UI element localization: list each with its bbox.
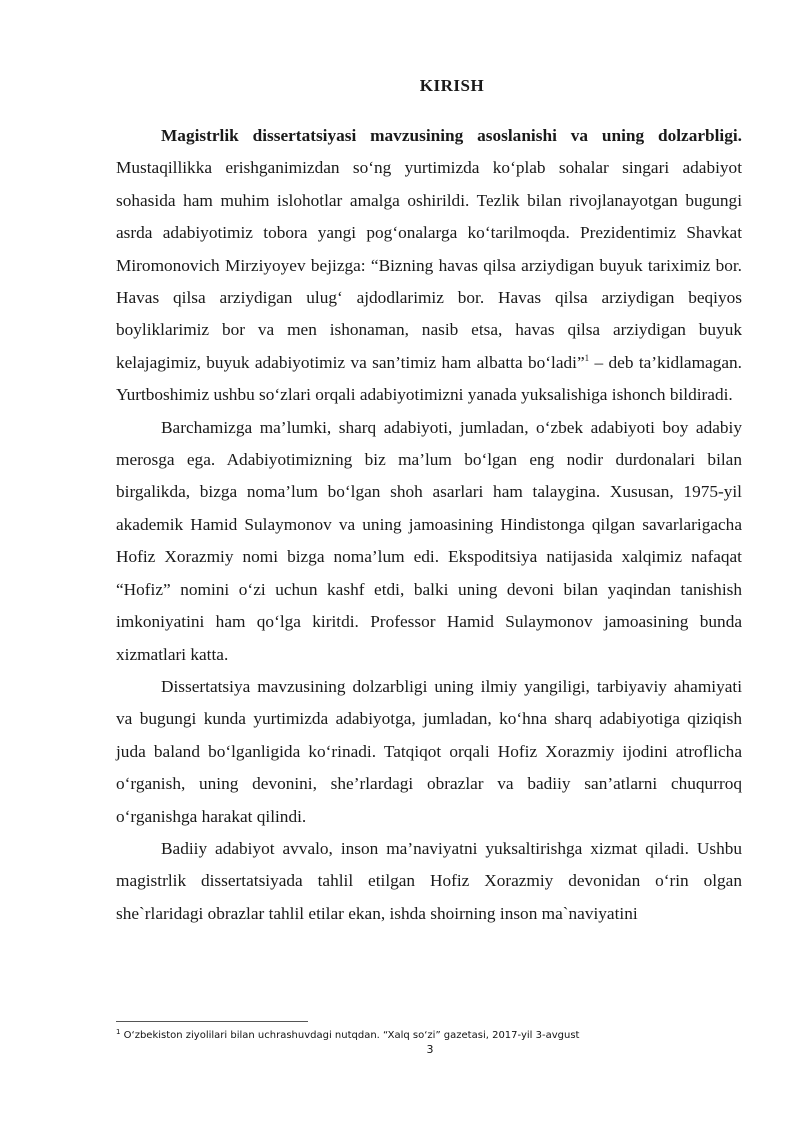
paragraph-4: Badiiy adabiyot avvalo, inson ma’naviyatni yuksaltirishga xizmat qiladi. Ushbu magistrlik dissertatsiyada tahlil etilgan Hofiz Xorazmiy devonidan o‘rin olgan she`rlaridagi obrazlar tahlil etilar ekan, ishda shoirning inson ma`naviyatini bbox=[116, 838, 742, 923]
footnote-reference[interactable]: 1 bbox=[584, 352, 590, 363]
section-heading: Magistrlik dissertatsiyasi mavzusining asoslanishi va uning dolzarbligi. bbox=[161, 126, 742, 145]
page-title: KIRISH bbox=[419, 76, 485, 95]
title-wrap bbox=[0, 76, 800, 96]
paragraph-3: Dissertatsiya mavzusining dolzarbligi uning ilmiy yangiligi, tarbiyaviy ahamiyati va bugungi kunda yurtimizda adabiyotga, jumladan, ko‘hna sharq adabiyotiga qiziqish juda baland bo‘lganligida ko‘rinadi. Tatqiqot orqali Hofiz Xorazmiy ijodini atroflicha o‘rganish, uning devonini, she’rlardagi obrazlar va badiiy san’atlarni chuqurroq o‘rganishga harakat qilindi. bbox=[116, 676, 742, 826]
paragraph-1-text-end: – deb ta’kidlamagan. Yurtboshimiz ushbu so‘zlari orqali adabiyotimizni yanada yuksalishiga ishonch bildiradi. bbox=[116, 352, 742, 405]
paragraph-1 bbox=[116, 120, 742, 412]
page-number: 3 bbox=[426, 1043, 434, 1056]
footnote-marker: 1 bbox=[116, 1028, 121, 1036]
body-text bbox=[116, 120, 742, 930]
footnote-separator bbox=[116, 1021, 308, 1022]
footnote bbox=[116, 1029, 756, 1043]
footnote-text: O‘zbekiston ziyolilari bilan uchrashuvdagi nutqdan. “Xalq so‘zi” gazetasi, 2017-yil 3-avgust bbox=[120, 1030, 580, 1041]
paragraph-1-text: Mustaqillikka erishganimizdan so‘ng yurtimizda ko‘plab sohalar singari adabiyot sohasida ham muhim islohotlar amalga oshirildi. Tezlik bilan rivojlanayotgan bugungi asrda adabiyotimiz tobora yangi pog‘onalarga ko‘tarilmoqda. Prezidentimiz Shavkat Miromonovich Mirziyoyev bejizga: “Bizning havas qilsa arziydigan buyuk tariximiz bor. Havas qilsa arziydigan ulug‘ ajdodlarimiz bor. Havas qilsa arziydigan beqiyos boyliklarimiz bor va men ishonaman, nasib etsa, havas qilsa arziydigan buyuk kelajagimiz, buyuk adabiyotimiz va san’timiz ham albatta bo‘ladi” bbox=[116, 158, 742, 372]
paragraph-2: Barchamizga ma’lumki, sharq adabiyoti, jumladan, o‘zbek adabiyoti boy adabiy merosga ega. Adabiyotimizning biz ma’lum bo‘lgan eng nodir durdonalari bilan birgalikda, bizga noma’lum bo‘lgan shoh asarlari ham talaygina. Xususan, 1975-yil akademik Hamid Sulaymonov va uning jamoasining Hindistonga qilgan savarlarigacha Hofiz Xorazmiy nomi bizga noma’lum edi. Ekspoditsiya natijasida xalqimiz nafaqat “Hofiz” nomini o‘zi uchun kashf etdi, balki uning devoni bilan yaqindan tanishish imkoniyatini ham qo‘lga kiritdi. Professor Hamid Sulaymonov jamoasining bunda xizmatlari katta. bbox=[116, 417, 742, 664]
